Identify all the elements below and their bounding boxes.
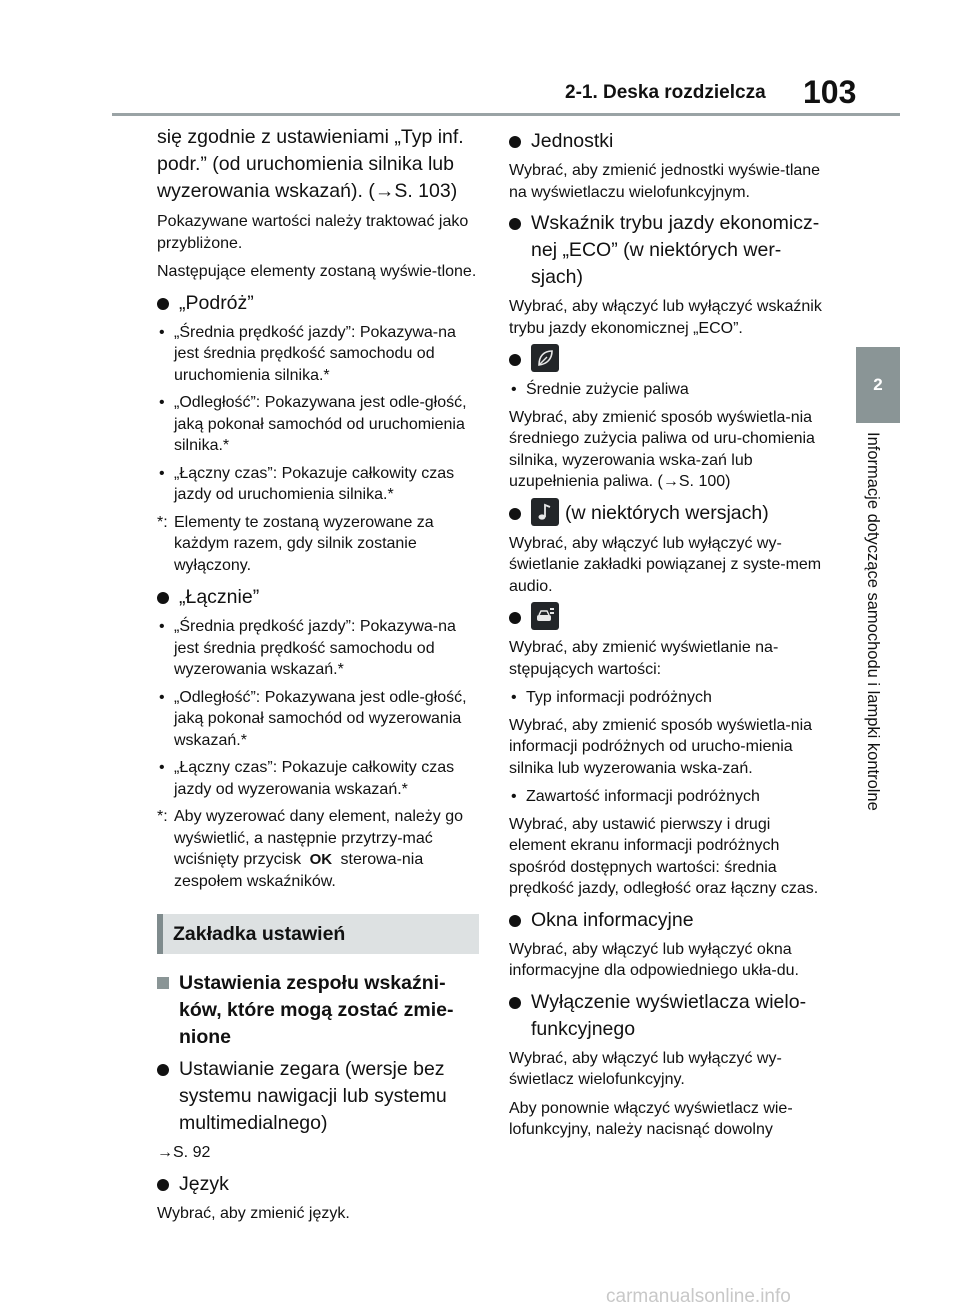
jednostki-text: Wybrać, aby zmienić jednostki wyświe-tlane na wyświetlaczu wielofunkcyjnym. [509,162,821,201]
bullet-dot-icon [509,508,521,520]
ok-button-icon: OK [309,851,333,868]
list-item: • „Odległość”: Pokazywana jest odle-głość, jaką pokonał samochód od uruchomienia silnika.* [159,394,467,454]
section-title: 2-1. Deska rozdzielcza [565,82,766,103]
wylaczenie-text-2: Aby ponownie włączyć wyświetlacz wie-lofunkcyjny, należy nacisnąć dowolny [509,1099,793,1138]
right-column [509,124,831,1148]
section-banner: Zakładka ustawień [157,914,479,954]
podroz-heading: „Podróż” [157,290,479,317]
bullet-dot-icon [157,298,169,310]
audio-text: Wybrać, aby włączyć lub wyłączyć wy-świetlanie zakładki powiązanej z syste-mem audio. [509,534,822,595]
page-number: 103 [803,74,857,110]
list-item: • Zawartość informacji podróżnych [511,788,760,805]
music-note-icon [531,498,559,526]
list-item: • „Łączny czas”: Pokazuje całkowity czas jazdy od uruchomienia silnika.* [159,464,455,503]
eco-heading: Wskaźnik trybu jazdy ekonomicz-nej „ECO” (w niektórych wer-sjach) [509,210,831,291]
zegar-heading: Ustawianie zegara (wersje bez systemu nawigacji lub systemu multimedialnego) [157,1056,479,1137]
square-marker-icon [157,977,169,989]
list-item: • Typ informacji podróżnych [511,689,712,706]
footnote: *: Elementy te zostaną wyzerowane za każdym razem, gdy silnik zostanie wyłączony. [157,513,434,574]
eco-text: Wybrać, aby włączyć lub wyłączyć wskaźnik trybu jazdy ekonomicznej „ECO”. [509,298,822,337]
car-info-icon [531,602,559,630]
chapter-tab: 2 [856,347,900,423]
list-item: • „Łączny czas”: Pokazuje całkowity czas jazdy od wyzerowania wskazań.* [159,759,455,798]
vehicle-text: Wybrać, aby zmienić wyświetlanie na-stępujących wartości: [509,639,779,678]
bullet-dot-icon [509,218,521,230]
intro-text: się zgodnie z ustawieniami „Typ inf. podr.” (od uruchomienia silnika lub wyzerowania wskazań). (→S. 103) [157,126,464,202]
bullet-dot-icon [509,915,521,927]
jednostki-heading: Jednostki [509,128,831,155]
bullet-dot-icon [157,592,169,604]
okna-text: Wybrać, aby włączyć lub wyłączyć okna informacyjne dla odpowiedniego ukła-du. [509,940,799,979]
watermark: carmanualsonline.info [606,1286,791,1307]
list-item: • Średnie zużycie paliwa [511,381,689,398]
list-item: • „Odległość”: Pokazywana jest odle-głość, jaką pokonał samochód od wyzerowania wskazań.* [159,688,467,749]
bullet-dot-icon [509,136,521,148]
fuel-heading [509,346,831,374]
approx-note: Pokazywane wartości należy traktować jako przybliżone. [157,213,469,252]
page-reference: →S. 92 [157,1144,211,1161]
left-column [157,124,479,1231]
lacznie-heading: „Łącznie” [157,584,479,611]
items-intro: Następujące elementy zostaną wyświe-tlone. [157,263,477,280]
leaf-icon [531,344,559,372]
vehicle-heading [509,604,831,632]
fuel-text: Wybrać, aby zmienić sposób wyświetla-nia średniego zużycia paliwa od uru-chomienia silnika, wyzerowania wska-zań lub uzupełnienia paliwa. (→S. 100) [509,408,815,490]
bullet-dot-icon [509,354,521,366]
chapter-title: Informacje dotyczące samochodu i lampki kontrolne [864,432,882,811]
bullet-dot-icon [157,1064,169,1076]
list-item: • „Średnia prędkość jazdy”: Pokazywa-na jest średnia prędkość samochodu od wyzerowania wskazań.* [159,618,456,678]
jezyk-text: Wybrać, aby zmienić język. [157,1204,350,1222]
bullet-dot-icon [509,612,521,624]
wylaczenie-text-1: Wybrać, aby włączyć lub wyłączyć wy-świetlacz wielofunkcyjny. [509,1049,782,1088]
vehicle-text-2: Wybrać, aby ustawić pierwszy i drugi element ekranu informacji podróżnych spośród dostępnych wartości: średnia prędkość jazdy, odległość oraz łączny czas. [509,815,819,897]
vehicle-text-1: Wybrać, aby zmienić sposób wyświetla-nia informacji podróżnych od urucho-mienia silnika lub wyzerowania wska-zań. [509,716,813,777]
header-divider [112,113,900,116]
audio-heading: (w niektórych wersjach) [509,500,831,528]
footnote: *: Aby wyzerować dany element, należy go wyświetlić, a następnie przytrzy-mać wciśnięty przycisk OK sterowa-nia zespołem wskaźników. [157,808,464,890]
subsection-heading: Ustawienia zespołu wskaźni-ków, które mogą zostać zmie-nione [157,970,479,1051]
list-item: • „Średnia prędkość jazdy”: Pokazywa-na jest średnia prędkość samochodu od uruchomienia silnika.* [159,323,456,384]
bullet-dot-icon [509,997,521,1009]
okna-heading: Okna informacyjne [509,907,831,934]
jezyk-heading: Język [157,1171,479,1198]
wylaczenie-heading: Wyłączenie wyświetlacza wielo-funkcyjnego [509,989,831,1043]
bullet-dot-icon [157,1179,169,1191]
